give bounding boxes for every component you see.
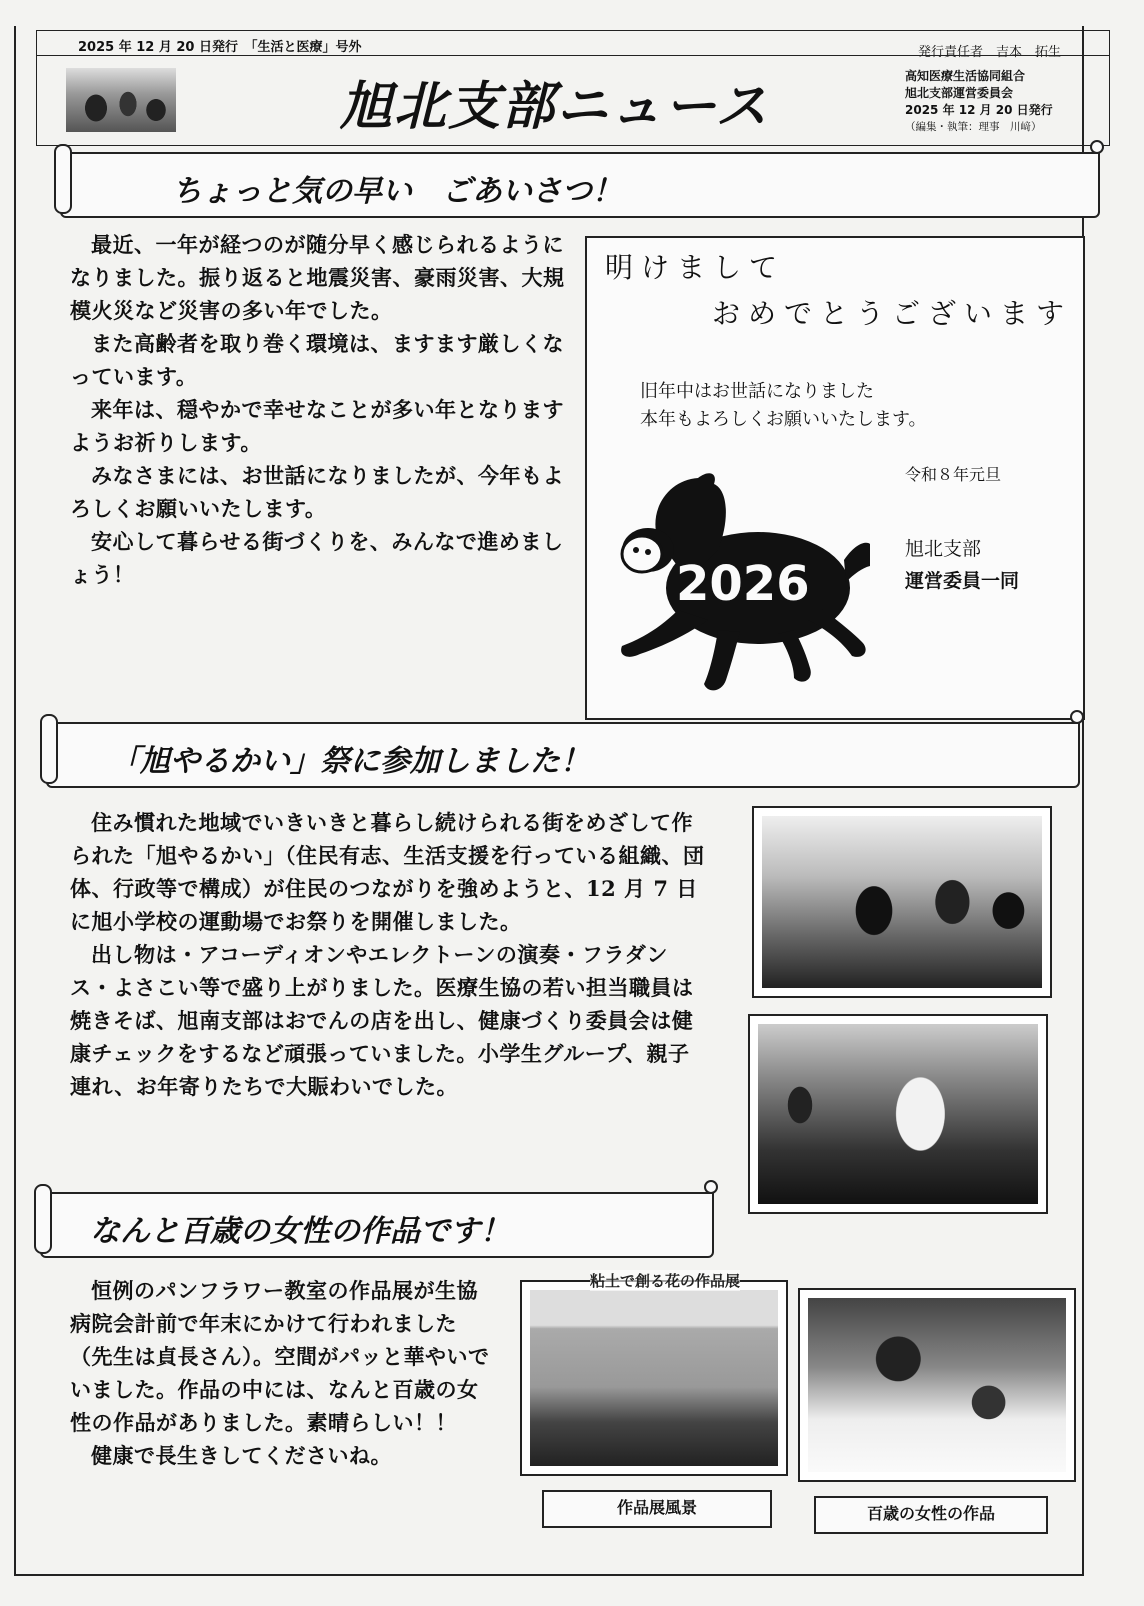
card-message [640, 378, 927, 434]
section2-paragraph: 出し物は・アコーディオンやエレクトーンの演奏・フラダンス・よさこい等で盛り上がりました。医療生協の若い担当職員は焼きそば、旭南支部はおでんの店を出し、健康づくり委員会は健康チェックをするなど頑張っていました。小学生グループ、親子連れ、お年寄りたちで大賑わいでした。 [70, 942, 694, 1099]
greeting-line-1: 明けまして [605, 251, 786, 284]
org-line-1: 高知医療生活協同組合 [905, 69, 1026, 83]
centenarian-work-photo [798, 1288, 1076, 1482]
org-line-3: 2025 年 12 月 20 日発行 [905, 103, 1053, 117]
exhibition-photo [520, 1280, 788, 1476]
section3-body [70, 1274, 490, 1472]
card-date: 令和８年元旦 [905, 465, 1002, 484]
card-from-2: 運営委員一同 [905, 570, 1020, 592]
section3-paragraph: 恒例のパンフラワー教室の作品展が生協病院会計前で年末にかけて行われました（先生は貞長さん）。空間がパッと華やいでいました。作品の中には、なんと百歳の女性の作品がありました。素晴らしい！！ [70, 1278, 490, 1435]
section1-paragraph: みなさまには、お世話になりましたが、今年もよろしくお願いいたします。 [70, 463, 564, 521]
publisher: 発行責任者 吉本 拓生 [918, 45, 1062, 60]
org-line-2: 旭北支部運営委員会 [905, 86, 1014, 100]
card-year: 2026 [676, 556, 810, 612]
issue-line: 2025 年 12 月 20 日発行 「生活と医療」号外 [78, 40, 362, 55]
section1-paragraph: 安心して暮らせる街づくりを、みんなで進めましょう！ [70, 529, 564, 587]
section3-banner [40, 1192, 714, 1258]
horse-illustration [618, 470, 888, 696]
greeting-line-2: おめでとうございます [712, 297, 1073, 330]
section2-body [70, 806, 708, 1103]
section1-banner [60, 152, 1100, 218]
section1-paragraph: また高齢者を取り巻く環境は、ますます厳しくなっています。 [70, 331, 564, 389]
section3-heading: なんと百歳の女性の作品です！ [90, 1214, 510, 1249]
festival-photo-1 [752, 806, 1052, 998]
section1-paragraph: 最近、一年が経つのが随分早く感じられるようになりました。振り返ると地震災害、豪雨災害、大規模火災など災害の多い年でした。 [70, 232, 565, 323]
card-message-line-2: 本年もよろしくお願いいたします。 [640, 409, 927, 430]
section1-body [70, 228, 566, 591]
section1-heading: ちょっと気の早い ごあいさつ！ [172, 174, 622, 209]
org-block [905, 68, 1053, 136]
card-message-line-1: 旧年中はお世話になりました [640, 381, 874, 402]
exhibition-sign: 粘土で創る花の作品展 [590, 1272, 741, 1290]
section2-banner [46, 722, 1080, 788]
newsletter-title: 旭北支部ニュース [340, 77, 770, 137]
logo-photo [66, 68, 176, 132]
festival-photo-2 [748, 1014, 1048, 1214]
card-from-1: 旭北支部 [905, 538, 982, 560]
caption-exhibition: 作品展風景 [542, 1490, 772, 1528]
org-note: （編集・執筆：理事 川﨑） [905, 121, 1042, 133]
section3-paragraph: 健康で長生きしてくださいね。 [91, 1443, 392, 1468]
section2-paragraph: 住み慣れた地域でいきいきと暮らし続けられる街をめざして作られた「旭やるかい」（住民有志、生活支援を行っている組織、団体、行政等で構成）が住民のつながりを強めようと、12 月 7 日に旭小学校の運動場でお祭りを開催しました。 [70, 810, 705, 934]
section1-paragraph: 来年は、穏やかで幸せなことが多い年となりますようお祈りします。 [70, 397, 564, 455]
caption-centenarian: 百歳の女性の作品 [814, 1496, 1048, 1534]
section2-heading: 「旭やるかい」祭に参加しました！ [110, 744, 590, 779]
